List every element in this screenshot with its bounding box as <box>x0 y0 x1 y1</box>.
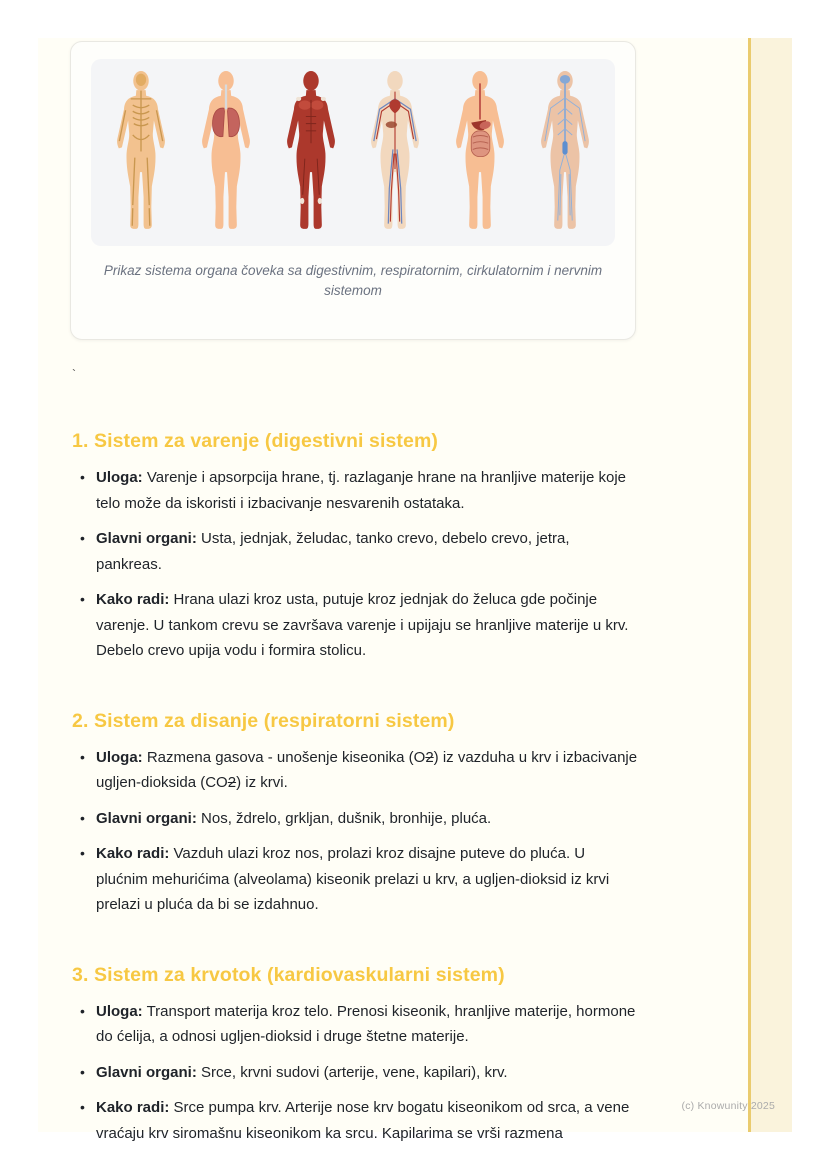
section <box>72 429 638 664</box>
list-item-text: Uloga: Varenje i apsorpcija hrane, tj. razlaganje hrane na hranljive materije koje telo može da iskoristi i izbacivanje nesvarenih ostataka. <box>96 469 626 512</box>
page-edge-stripe <box>748 38 792 1132</box>
list-item-text: Kako radi: Srce pumpa krv. Arterije nose krv bogatu kiseonikom od srca, a vene vraćaju krv siromašnu kiseonikom ka srcu. Kapilarima se vrši razmena <box>96 1099 630 1142</box>
list-item <box>72 526 638 577</box>
list-item <box>72 1095 638 1146</box>
bullet-marker-icon: • <box>80 748 85 765</box>
bullet-marker-icon: • <box>80 591 85 607</box>
content-sections <box>72 429 638 1146</box>
list-item-text: Glavni organi: Srce, krvni sudovi (arterije, vene, kapilari), krv. <box>96 1063 508 1081</box>
figure-panel <box>91 59 615 246</box>
figure-nervous-system <box>530 70 600 236</box>
figure-digestive-system <box>445 70 515 236</box>
section-heading: 1. Sistem za varenje (digestivni sistem) <box>72 430 438 452</box>
list-item <box>72 1060 638 1086</box>
section-heading: 3. Sistem za krvotok (kardiovaskularni sistem) <box>72 963 505 986</box>
bullet-marker-icon: • <box>80 1099 85 1115</box>
section <box>72 709 638 918</box>
document-page <box>38 38 792 1142</box>
list-item <box>72 999 638 1050</box>
bullet-marker-icon: • <box>80 845 85 861</box>
figure-skeletal-system <box>106 70 176 236</box>
list-item-text: Glavni organi: Usta, jednjak, želudac, tanko crevo, debelo crevo, jetra, pankreas. <box>96 530 570 573</box>
bullet-marker-icon: • <box>80 469 85 485</box>
copyright-watermark: (c) Knowunity 2025 <box>681 1100 775 1112</box>
figure-muscular-system <box>276 70 346 236</box>
bullet-marker-icon: • <box>80 530 85 546</box>
list-item <box>72 465 638 516</box>
list-item-text: Uloga: Razmena gasova - unošenje kiseonika (O2) iz vazduha u krv i izbacivanje ugljen-dioksida (CO2) iz krvi. <box>96 748 638 791</box>
figure-circulatory-system <box>360 70 430 236</box>
list-item-text: Glavni organi: Nos, ždrelo, grkljan, dušnik, bronhije, pluća. <box>96 809 492 827</box>
figure-respiratory-system <box>191 70 261 236</box>
section-heading: 2. Sistem za disanje (respiratorni sistem) <box>72 709 455 732</box>
figure-caption: Prikaz sistema organa čoveka sa digestivnim, respiratornim, cirkulatornim i nervnim sistemom <box>103 263 603 298</box>
list-item <box>72 841 638 918</box>
list-item-text: Uloga: Transport materija kroz telo. Prenosi kiseonik, hranljive materije, hormone do ćelija, a odnosi ugljen-dioksid i druge štetne materije. <box>96 1002 636 1045</box>
list-item <box>72 745 638 796</box>
list-item <box>72 587 638 664</box>
bullet-marker-icon: • <box>80 809 85 826</box>
section <box>72 963 638 1147</box>
stray-backtick-text: ` <box>72 367 76 381</box>
list-item <box>72 806 638 832</box>
figure-card <box>70 41 636 340</box>
bullet-marker-icon: • <box>80 1002 85 1019</box>
list-item-text: Kako radi: Vazduh ulazi kroz nos, prolazi kroz disajne puteve do pluća. U plućnim mehurićima (alveolama) kiseonik prelazi u krv, a ugljen-dioksid iz krvi prelazi u pluća da bi se izdahnuo. <box>96 845 610 913</box>
bullet-marker-icon: • <box>80 1063 85 1080</box>
list-item-text: Kako radi: Hrana ulazi kroz usta, putuje kroz jednjak do želuca gde počinje varenje. U tankom crevu se završava varenje i upijaju se hranljive materije u krv. Debelo crevo upija vodu i formira stolicu. <box>96 591 629 659</box>
